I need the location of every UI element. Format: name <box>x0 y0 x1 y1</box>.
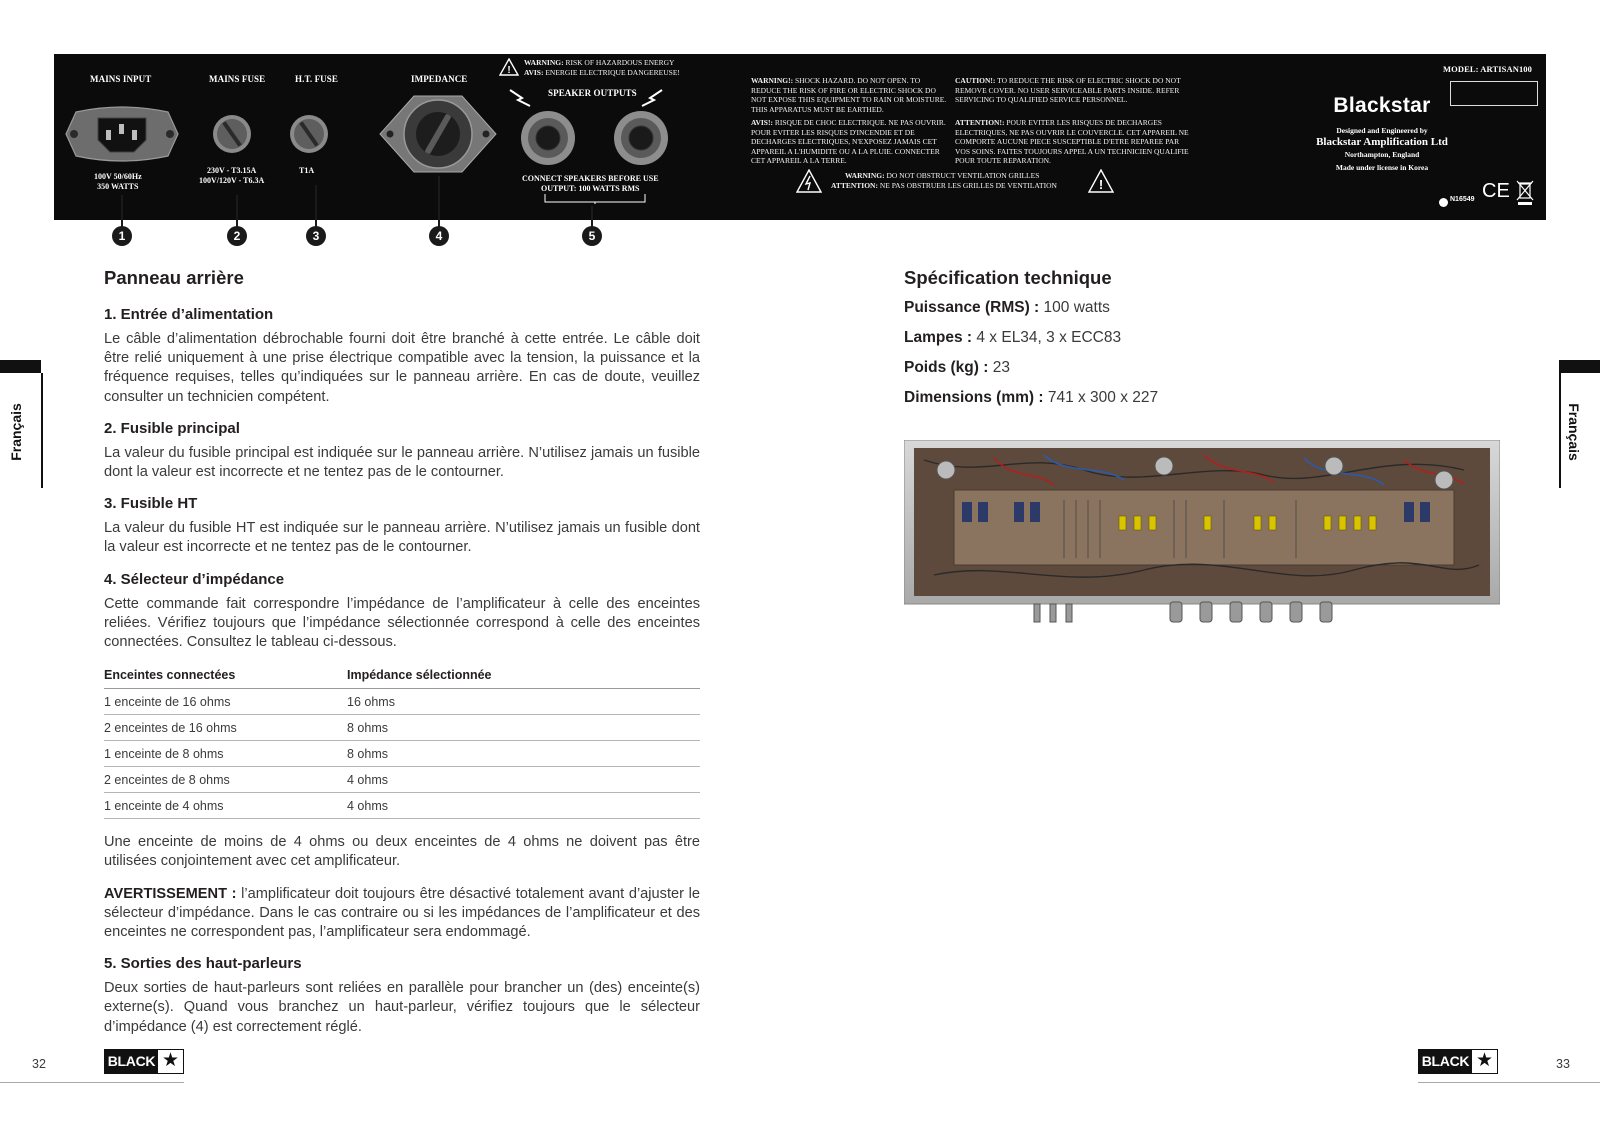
callout-line-1 <box>121 195 123 228</box>
language-tab-right <box>1559 360 1600 488</box>
exclamation-warning-icon <box>1088 169 1114 193</box>
impedance-selector-icon <box>378 92 498 176</box>
mains-fuse-label: MAINS FUSE <box>209 74 266 84</box>
ventilation-warning-text: WARNING: DO NOT OBSTRUCT VENTILATION GRILLES ATTENTION: NE PAS OBSTRUER LES GRILLES DE VENTILATION <box>831 171 1057 190</box>
table-row <box>104 793 700 819</box>
hazard-warning-text: WARNING: RISK OF HAZARDOUS ENERGY AVIS: ENERGIE ELECTRIQUE DANGEREUSE! <box>524 58 680 77</box>
ht-fuse-label: H.T. FUSE <box>295 74 338 84</box>
license-text: Made under license in Korea <box>1335 163 1429 172</box>
impedance-warning <box>104 885 700 943</box>
ht-fuse-icon <box>289 114 329 154</box>
table-cell: 1 enceinte de 8 ohms <box>104 741 347 767</box>
tech-spec-list <box>904 298 1504 418</box>
company-text: Blackstar Amplification Ltd <box>1316 136 1448 148</box>
table-cell: 8 ohms <box>347 715 700 741</box>
impedance-table <box>104 662 700 819</box>
mains-input-spec: 100V 50/60Hz 350 WATTS <box>94 172 142 191</box>
callout-5: 5 <box>582 226 602 246</box>
callout-4: 4 <box>429 226 449 246</box>
callout-line-3 <box>315 185 317 228</box>
tab-line <box>41 373 43 488</box>
table-row <box>104 741 700 767</box>
mains-fuse-spec: 230V - T3.15A 100V/120V - T6.3A <box>199 166 265 185</box>
callout-line-2 <box>236 195 238 228</box>
spec-power: Puissance (RMS) : 100 watts <box>904 299 1110 316</box>
black-star-logo-left <box>104 1049 184 1074</box>
table-cell: 4 ohms <box>347 767 700 793</box>
speaker-bracket <box>544 194 646 204</box>
table-cell: 2 enceintes de 16 ohms <box>104 715 347 741</box>
cert-code: N16549 <box>1450 196 1475 203</box>
lightning-right-icon <box>640 88 664 108</box>
language-tab-left <box>0 360 41 488</box>
speaker-jack-1-icon <box>520 110 576 166</box>
tab-bar <box>1559 360 1600 373</box>
table-row <box>104 715 700 741</box>
callout-1: 1 <box>112 226 132 246</box>
rear-panel-heading: Panneau arrière <box>104 267 244 288</box>
speaker-outputs-label: SPEAKER OUTPUTS <box>548 88 637 98</box>
impedance-label: IMPEDANCE <box>411 74 468 84</box>
mains-input-label: MAINS INPUT <box>90 74 152 84</box>
svg-text:!: ! <box>1098 177 1104 192</box>
table-cell: 4 ohms <box>347 793 700 819</box>
hazard-triangle-icon <box>499 58 519 76</box>
section-3-text: La valeur du fusible HT est indiquée sur le panneau arrière. N’utilisez jamais un fusible dont la valeur est incorrecte et ne tentez pas de le contourner. <box>104 520 700 556</box>
section-4-title: 4. Sélecteur d’impédance <box>104 570 285 588</box>
impedance-note: Une enceinte de moins de 4 ohms ou deux enceintes de 4 ohms ne doivent pas être utilisées conjointement avec cet amplificateur. <box>104 834 700 870</box>
logo-word: BLACK <box>107 1053 156 1069</box>
table-cell: 16 ohms <box>347 689 700 715</box>
avis-fr-text: AVIS!: RISQUE DE CHOC ELECTRIQUE. NE PAS OUVRIR. POUR EVITER LES RISQUES D'INCENDIE ET DE DECHARGES ELECTRIQUES, N'EXPOSEZ JAMAIS CET APPAREIL A L'HUMIDITE OU A LA PLUIE. CONNECTER CET APPAREIL A LA TERRE. <box>751 118 946 166</box>
page-number-left: 32 <box>32 1057 46 1071</box>
tab-bar <box>0 360 41 373</box>
location-text: Northampton, England <box>1344 150 1420 159</box>
rear-panel-content <box>104 306 700 1050</box>
black-star-logo-right <box>1418 1049 1498 1074</box>
callout-3: 3 <box>306 226 326 246</box>
spec-tubes: Lampes : 4 x EL34, 3 x ECC83 <box>904 329 1122 346</box>
warning-label: AVERTISSEMENT : <box>104 885 237 902</box>
footer-rule-left <box>0 1082 184 1083</box>
rear-panel-diagram <box>54 54 1546 220</box>
speaker-output-spec: CONNECT SPEAKERS BEFORE USE OUTPUT: 100 WATTS RMS <box>522 174 659 193</box>
star-icon: ★ <box>1472 1050 1497 1073</box>
spec-weight: Poids (kg) : 23 <box>904 359 1010 376</box>
table-cell: 8 ohms <box>347 741 700 767</box>
tech-spec-heading: Spécification technique <box>904 267 1112 288</box>
section-4-text: Cette commande fait correspondre l’impédance de l’amplificateur à celle des enceintes reliées. Vérifiez toujours que l’impédance sélectionnée correspond à celle des enceintes connectées. Consultez le tableau ci-dessous. <box>104 595 700 651</box>
table-row <box>104 767 700 793</box>
section-1-text: Le câble d’alimentation débrochable fourni doit être branché à cette entrée. Le câble doit être relié uniquement à une prise électrique compatible avec la tension, la puissance et la fréquence requises, telles qu’indiquées sur le panneau arrière. En cas de doute, veuillez consulter un technicien compétent. <box>104 331 700 405</box>
ce-mark: CE <box>1482 180 1510 202</box>
language-label-left: Français <box>7 403 24 461</box>
warning-text: l’amplificateur doit toujours être désactivé totalement avant d’ajuster le sélecteur d’impédance. Dans le cas contraire ou si les impédances de l’amplificateur et des enceintes ne correspondent pas, l’amplificateur sera endommagé. <box>104 885 700 941</box>
page-number-right: 33 <box>1556 1057 1570 1071</box>
blackstar-logo: Blackstar <box>1333 94 1431 117</box>
warning-en-text: WARNING!: SHOCK HAZARD. DO NOT OPEN. TO REDUCE THE RISK OF FIRE OR ELECTRIC SHOCK DO NOT EXPOSE THIS EQUIPMENT TO RAIN OR MOISTURE. THIS APPARATUS MUST BE EARTHED. <box>751 76 947 114</box>
ht-fuse-spec: T1A <box>299 166 315 175</box>
caution-en-text: CAUTION!: TO REDUCE THE RISK OF ELECTRIC SHOCK DO NOT REMOVE COVER. NO USER SERVICEABLE PARTS INSIDE. REFER SERVICING TO QUALIFIED SERVICE PERSONNEL. <box>955 76 1181 105</box>
shock-warning-icon <box>796 169 822 193</box>
mains-inlet-icon <box>62 104 182 164</box>
section-5-title: 5. Sorties des haut-parleurs <box>104 955 302 973</box>
callout-line-5 <box>591 206 593 228</box>
table-header: Enceintes connectées <box>104 662 347 689</box>
callout-line-4 <box>438 176 440 228</box>
table-header: Impédance sélectionnée <box>347 662 700 689</box>
section-1-title: 1. Entrée d’alimentation <box>104 306 274 323</box>
footer-rule-right <box>1418 1082 1600 1083</box>
lightning-left-icon <box>508 88 532 108</box>
model-label: MODEL: ARTISAN100 <box>1443 64 1533 74</box>
section-2-text: La valeur du fusible principal est indiquée sur le panneau arrière. N’utilisez jamais un fusible dont la valeur est incorrecte et ne tentez pas de le contourner. <box>104 444 700 481</box>
mains-fuse-icon <box>212 114 252 154</box>
spec-dimensions: Dimensions (mm) : 741 x 300 x 227 <box>904 389 1159 406</box>
attention-fr-text: ATTENTION!: POUR EVITER LES RISQUES DE DECHARGES ELECTRIQUES, NE PAS OUVRIR LE COUVERCLE. CET APPAREIL NE COMPORTE AUCUNE PIECE SUSCEPTIBLE D'ETRE REPAREE PAR VOS SOINS. FAITES TOUJOURS APPEL A UN TECHNICIEN QUALIFIE POUR TOUTE REPARATION. <box>955 118 1189 166</box>
logo-word: BLACK <box>1421 1053 1470 1069</box>
ctick-icon <box>1439 198 1448 207</box>
table-cell: 2 enceintes de 8 ohms <box>104 767 347 793</box>
designed-by-text: Designed and Engineered by <box>1336 126 1428 135</box>
callout-2: 2 <box>227 226 247 246</box>
speaker-jack-2-icon <box>613 110 669 166</box>
amplifier-chassis-photo <box>904 440 1500 634</box>
svg-text:!: ! <box>507 65 511 76</box>
star-icon: ★ <box>158 1050 183 1073</box>
table-cell: 1 enceinte de 16 ohms <box>104 689 347 715</box>
weee-bin-icon <box>1516 180 1534 206</box>
table-row <box>104 689 700 715</box>
language-label-right: Français <box>1565 403 1582 461</box>
table-cell: 1 enceinte de 4 ohms <box>104 793 347 819</box>
table-header-row <box>104 662 700 689</box>
section-2-title: 2. Fusible principal <box>104 419 240 437</box>
section-5-text: Deux sorties de haut-parleurs sont reliées en parallèle pour brancher un (des) enceinte(s) externe(s). Quand vous branchez un haut-parleur, vérifiez toujours que le sélecteur d’impédance (4) est correctement réglé. <box>104 980 700 1035</box>
tab-line <box>1559 373 1561 488</box>
section-3-title: 3. Fusible HT <box>104 495 198 513</box>
